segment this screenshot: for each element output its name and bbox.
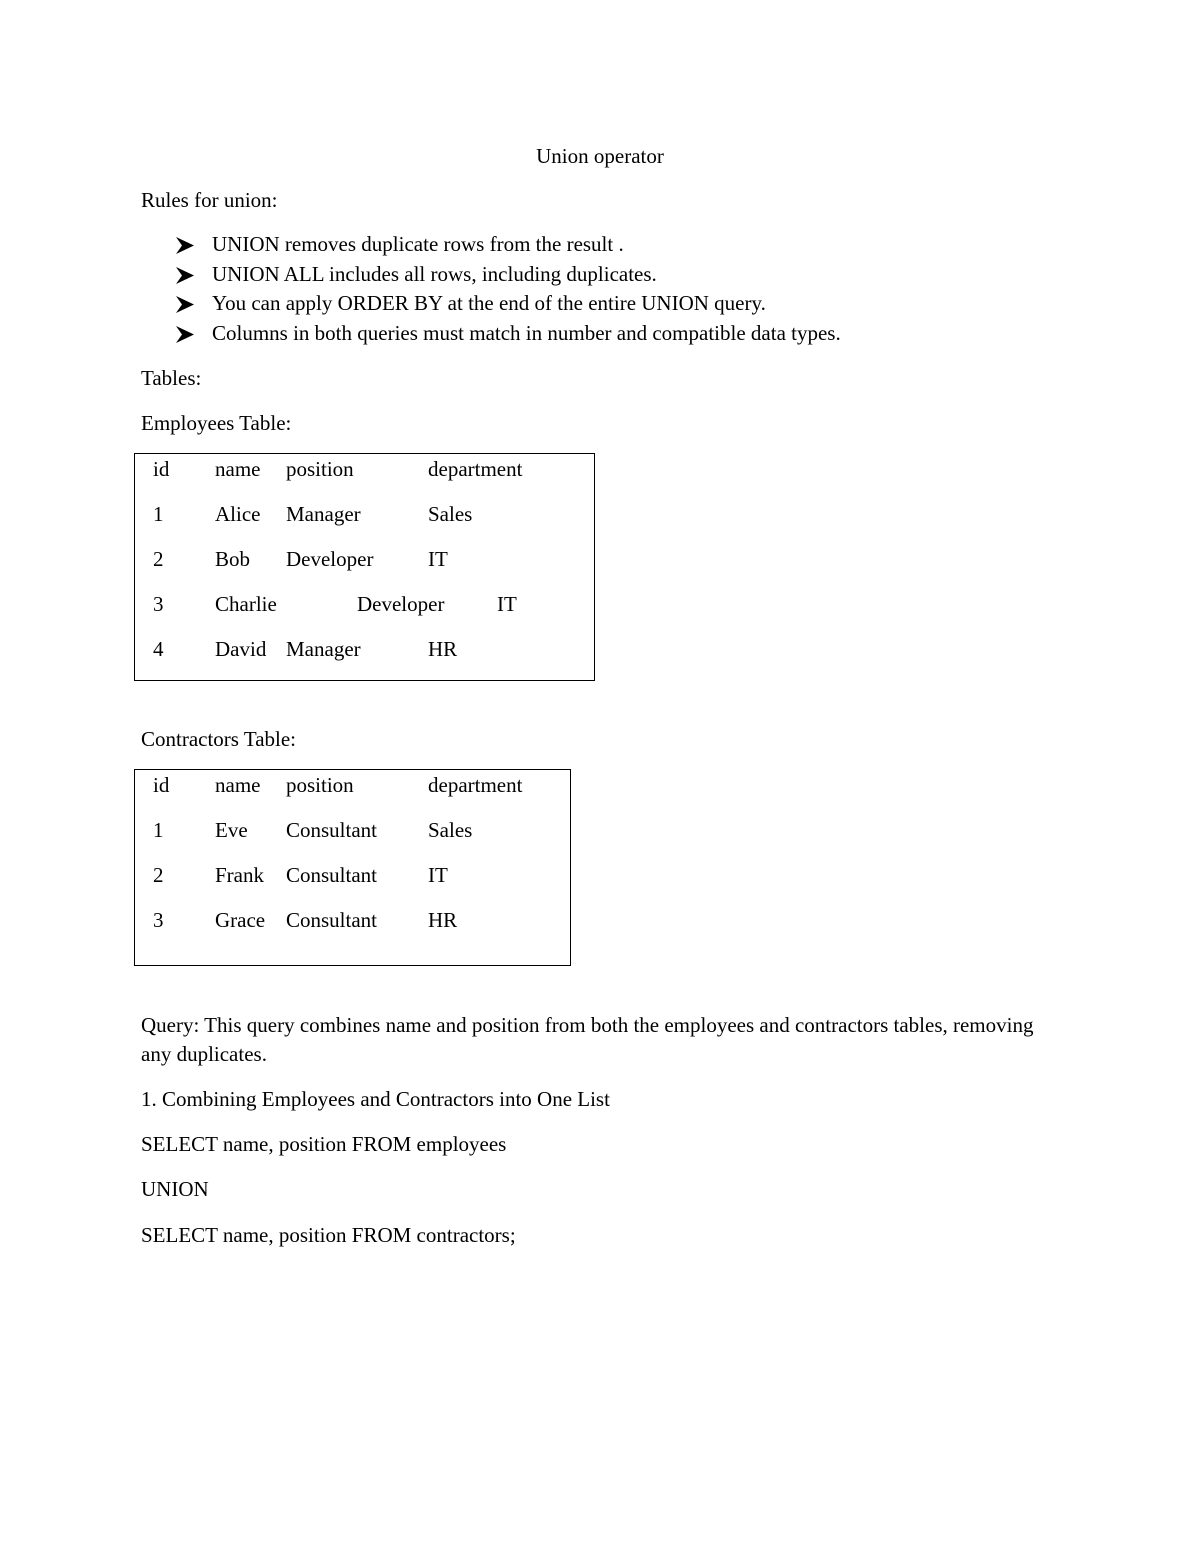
table-header-cell: department bbox=[428, 457, 523, 481]
table-header-cell: id bbox=[153, 773, 170, 797]
table-cell: 1 bbox=[153, 818, 164, 842]
table-cell: 3 bbox=[153, 908, 164, 932]
page-title: Union operator bbox=[536, 144, 664, 168]
contractors-table-heading: Contractors Table: bbox=[141, 727, 297, 751]
table-cell: 2 bbox=[153, 547, 164, 571]
table-cell: IT bbox=[428, 547, 448, 571]
rule-text: UNION ALL includes all rows, including duplicates. bbox=[212, 261, 657, 286]
table-cell: 2 bbox=[153, 863, 164, 887]
rule-text: You can apply ORDER BY at the end of the entire UNION query. bbox=[212, 291, 766, 315]
example-heading: 1. Combining Employees and Contractors into One List bbox=[141, 1087, 610, 1111]
table-cell: Sales bbox=[428, 818, 473, 842]
sql-line: UNION bbox=[141, 1177, 209, 1201]
query-description: Query: This query combines name and position from both the employees and contractors tables, removing any duplicates. bbox=[141, 1013, 1034, 1066]
rule-text: Columns in both queries must match in number and compatible data types. bbox=[212, 320, 841, 345]
table-cell: Bob bbox=[215, 547, 251, 571]
table-cell: 1 bbox=[153, 502, 164, 526]
arrowhead-bullet-icon bbox=[176, 267, 194, 284]
table-cell: Charlie bbox=[215, 592, 277, 616]
arrowhead-bullet-icon bbox=[176, 237, 194, 254]
table-header-cell: name bbox=[215, 457, 261, 481]
rule-text: UNION removes duplicate rows from the result . bbox=[212, 232, 624, 256]
table-cell: 4 bbox=[153, 637, 164, 661]
employees-table-heading: Employees Table: bbox=[141, 411, 292, 435]
contractors-table bbox=[134, 769, 571, 966]
table-header-cell: department bbox=[428, 773, 523, 797]
arrowhead-bullet-icon bbox=[176, 296, 194, 313]
table-header-cell: name bbox=[215, 773, 261, 797]
table-header-cell: id bbox=[153, 457, 170, 481]
table-cell: Eve bbox=[215, 818, 248, 842]
table-cell: Developer bbox=[357, 592, 445, 616]
table-cell: Developer bbox=[286, 547, 374, 571]
table-cell: Alice bbox=[215, 502, 261, 526]
table-cell: Manager bbox=[286, 502, 361, 526]
table-header-cell: position bbox=[286, 773, 354, 797]
table-cell: Manager bbox=[286, 637, 361, 661]
table-cell: IT bbox=[428, 863, 448, 887]
table-cell: Consultant bbox=[286, 818, 378, 842]
table-header-cell: position bbox=[286, 457, 354, 481]
table-cell: IT bbox=[497, 592, 517, 616]
arrowhead-bullet-icon bbox=[176, 326, 194, 343]
table-cell: HR bbox=[428, 637, 458, 661]
employees-table bbox=[134, 453, 595, 681]
rules-heading: Rules for union: bbox=[141, 188, 278, 212]
table-cell: 3 bbox=[153, 592, 164, 616]
table-cell: Sales bbox=[428, 502, 473, 526]
table-cell: Frank bbox=[215, 863, 264, 887]
table-cell: HR bbox=[428, 908, 458, 932]
tables-heading: Tables: bbox=[141, 366, 202, 390]
sql-line: SELECT name, position FROM contractors; bbox=[141, 1223, 516, 1247]
table-cell: Consultant bbox=[286, 908, 378, 932]
table-cell: Consultant bbox=[286, 863, 378, 887]
table-cell: David bbox=[215, 637, 267, 661]
table-cell: Grace bbox=[215, 908, 266, 932]
sql-line: SELECT name, position FROM employees bbox=[141, 1132, 507, 1156]
